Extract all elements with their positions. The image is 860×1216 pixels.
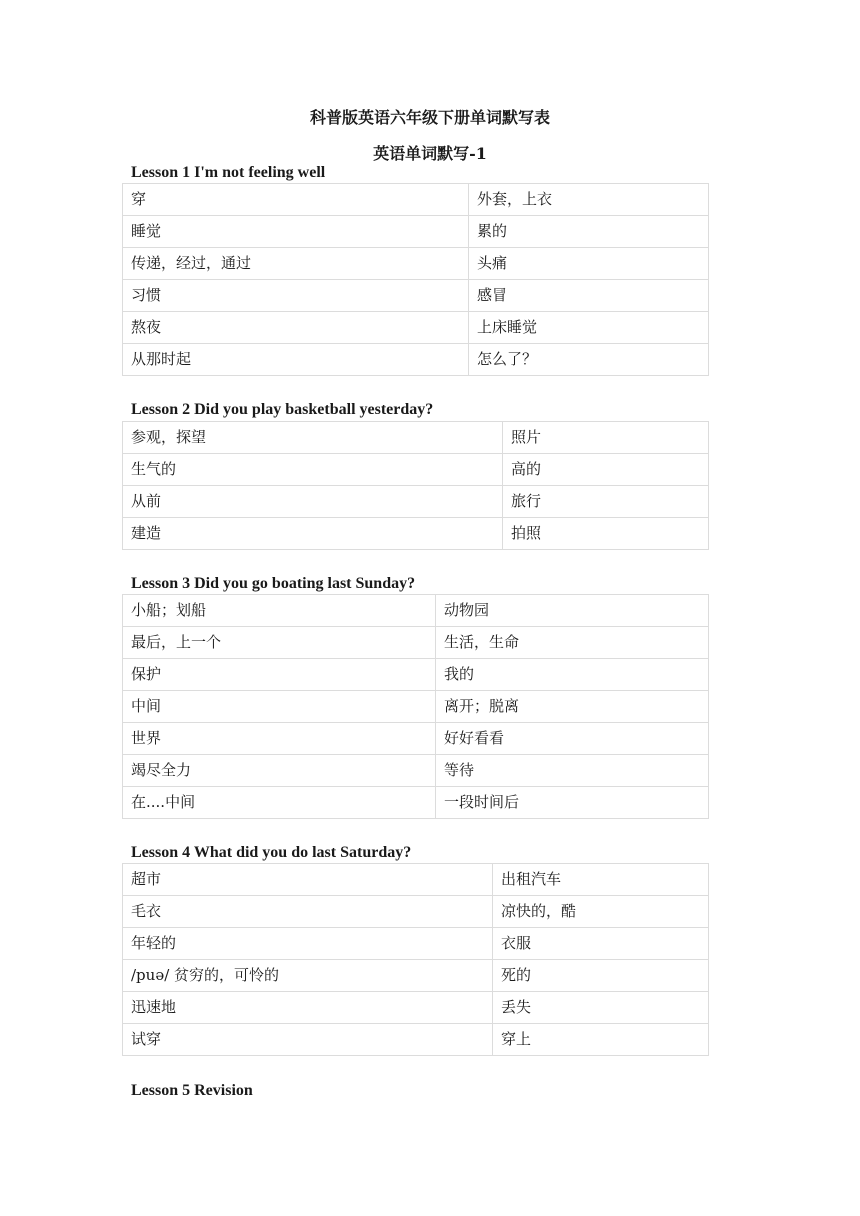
vocab-cell: 好好看看 [436, 723, 709, 755]
lesson-1-heading: Lesson 1 I'm not feeling well [131, 164, 326, 181]
table-row [123, 518, 709, 550]
vocab-cell: 怎么了？ [469, 344, 709, 376]
vocab-cell: 从那时起 [123, 344, 469, 376]
vocab-cell: 从前 [123, 486, 503, 518]
lesson-2-heading: Lesson 2 Did you play basketball yesterday? [131, 401, 434, 418]
vocab-cell: 年轻的 [123, 928, 493, 960]
document-subtitle: 英语单词默写-1 [373, 144, 487, 163]
vocab-cell: 竭尽全力 [123, 755, 436, 787]
vocab-cell: 等待 [436, 755, 709, 787]
lesson-5-heading: Lesson 5 Revision [131, 1082, 253, 1099]
table-row [123, 723, 709, 755]
vocab-cell: 死的 [493, 960, 709, 992]
table-row [123, 1024, 709, 1056]
vocab-cell: 穿 [123, 184, 469, 216]
lesson-1-vocab-table [122, 183, 709, 376]
table-row [123, 755, 709, 787]
table-row [123, 216, 709, 248]
table-row [123, 422, 709, 454]
table-row [123, 486, 709, 518]
vocab-cell: 小船；划船 [123, 595, 436, 627]
vocab-cell: 出租汽车 [493, 864, 709, 896]
vocab-cell: 感冒 [469, 280, 709, 312]
table-row [123, 787, 709, 819]
vocab-cell: 试穿 [123, 1024, 493, 1056]
table-row [123, 248, 709, 280]
table-row [123, 280, 709, 312]
vocab-cell: 衣服 [493, 928, 709, 960]
table-row [123, 992, 709, 1024]
table-row [123, 960, 709, 992]
vocab-cell: 离开；脱离 [436, 691, 709, 723]
vocab-cell: 穿上 [493, 1024, 709, 1056]
vocab-cell: 在....中间 [123, 787, 436, 819]
table-row [123, 595, 709, 627]
vocab-cell: 累的 [469, 216, 709, 248]
vocab-cell: 保护 [123, 659, 436, 691]
vocab-cell: 参观，探望 [123, 422, 503, 454]
vocab-cell: 一段时间后 [436, 787, 709, 819]
table-row [123, 928, 709, 960]
vocab-cell: 丢失 [493, 992, 709, 1024]
vocab-cell: 动物园 [436, 595, 709, 627]
vocab-cell: 头痛 [469, 248, 709, 280]
vocab-cell: 高的 [503, 454, 709, 486]
lesson-3-heading: Lesson 3 Did you go boating last Sunday? [131, 575, 416, 592]
table-row [123, 627, 709, 659]
vocab-cell: 睡觉 [123, 216, 469, 248]
table-row [123, 896, 709, 928]
vocab-cell: 外套，上衣 [469, 184, 709, 216]
table-row [123, 691, 709, 723]
vocab-cell: 生活，生命 [436, 627, 709, 659]
vocab-cell: 上床睡觉 [469, 312, 709, 344]
vocab-cell: /puə/ 贫穷的，可怜的 [123, 960, 493, 992]
vocab-cell: 熬夜 [123, 312, 469, 344]
lesson-4-heading: Lesson 4 What did you do last Saturday? [131, 844, 412, 861]
vocab-cell: 照片 [503, 422, 709, 454]
table-row [123, 454, 709, 486]
table-row [123, 344, 709, 376]
document-title: 科普版英语六年级下册单词默写表 [309, 108, 550, 127]
vocab-cell: 迅速地 [123, 992, 493, 1024]
vocab-cell: 超市 [123, 864, 493, 896]
table-row [123, 659, 709, 691]
vocab-cell: 拍照 [503, 518, 709, 550]
vocab-cell: 凉快的，酷 [493, 896, 709, 928]
vocab-cell: 世界 [123, 723, 436, 755]
vocab-cell: 最后，上一个 [123, 627, 436, 659]
table-row [123, 312, 709, 344]
vocab-cell: 中间 [123, 691, 436, 723]
vocab-cell: 我的 [436, 659, 709, 691]
lesson-4-vocab-table [122, 863, 709, 1056]
vocab-cell: 建造 [123, 518, 503, 550]
vocab-cell: 旅行 [503, 486, 709, 518]
lesson-2-vocab-table [122, 421, 709, 550]
table-row [123, 184, 709, 216]
vocab-cell: 生气的 [123, 454, 503, 486]
vocab-cell: 传递，经过，通过 [123, 248, 469, 280]
vocab-cell: 习惯 [123, 280, 469, 312]
vocab-cell: 毛衣 [123, 896, 493, 928]
table-row [123, 864, 709, 896]
lesson-3-vocab-table [122, 594, 709, 819]
